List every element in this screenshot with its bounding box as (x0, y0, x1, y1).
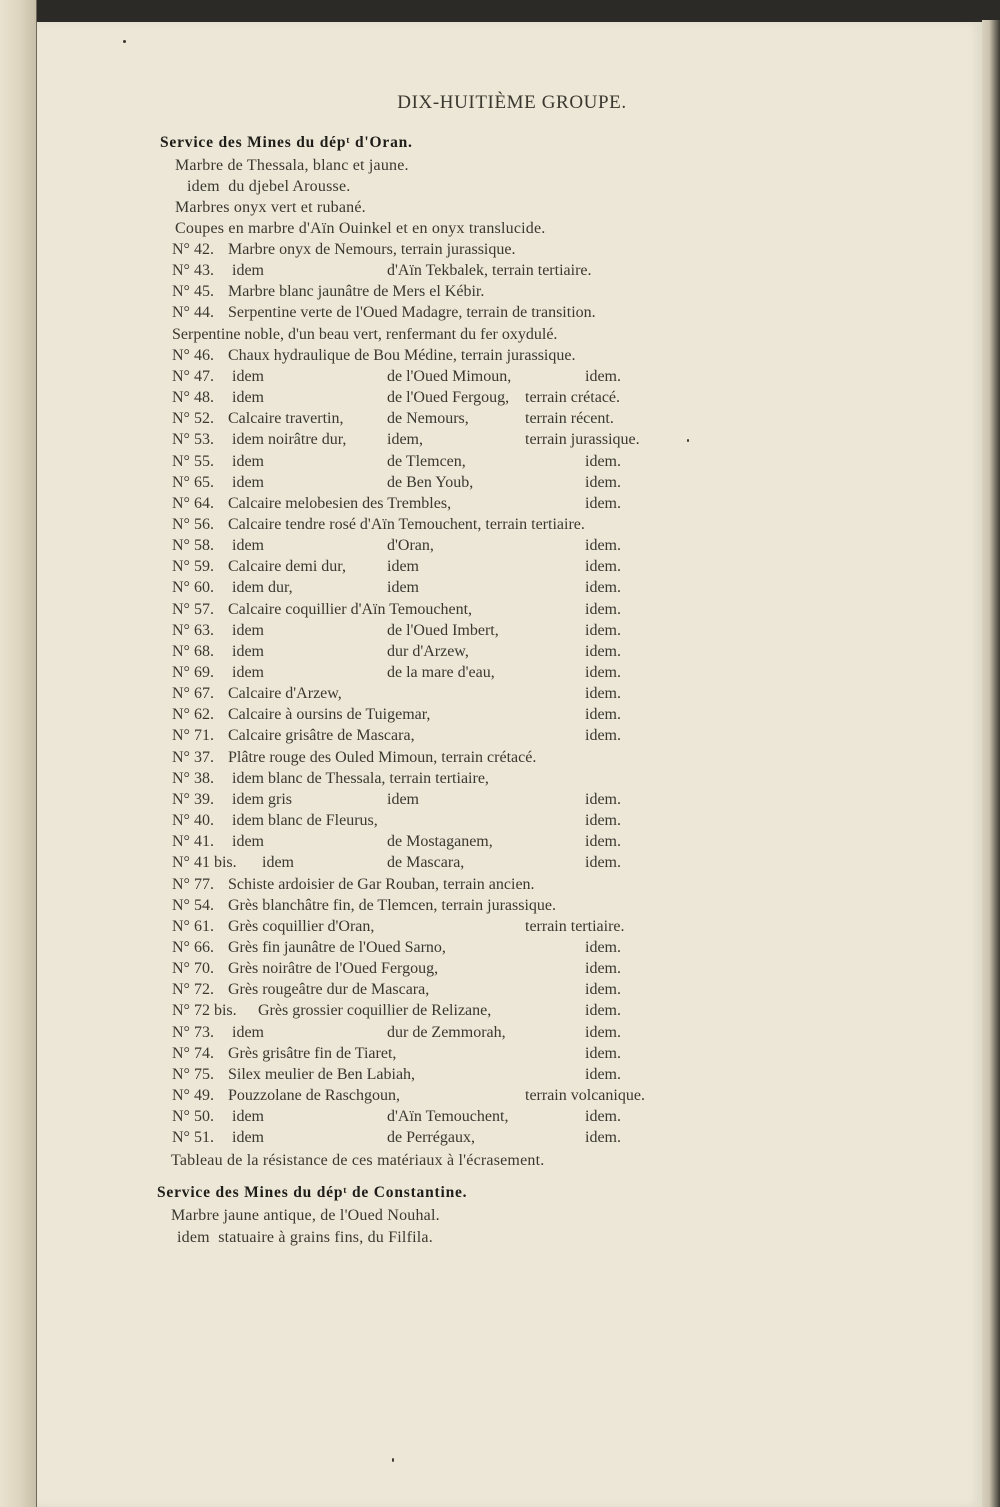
item-terrain: terrain crétacé. (525, 389, 621, 407)
item-description: idem blanc de Thessala, terrain tertiaire, (232, 769, 489, 787)
item-number: N° 49. (172, 1087, 214, 1104)
item-description: idem (232, 1023, 264, 1041)
item-terrain: idem. (585, 938, 621, 956)
item-description: idem (232, 1129, 264, 1147)
list-item (172, 897, 732, 918)
list-item (172, 431, 732, 452)
item-number: N° 41 bis. (172, 854, 237, 872)
list-item (172, 389, 732, 410)
item-terrain: idem. (585, 685, 621, 703)
list-item (172, 1024, 732, 1045)
item-number: N° 65. (172, 473, 214, 491)
item-locality: idem (387, 579, 419, 597)
item-number: N° 47. (172, 367, 214, 385)
item-terrain: terrain tertiaire. (525, 917, 625, 935)
list-item (172, 664, 732, 685)
item-locality: de Tlemcen, (387, 452, 466, 470)
item-terrain: idem. (585, 1023, 621, 1041)
item-locality: de Mascara, (387, 854, 465, 872)
item-description: idem (232, 664, 264, 681)
list-item (172, 643, 732, 664)
item-terrain: idem. (585, 473, 621, 491)
item-description: idem (232, 537, 264, 555)
item-number: N° 63. (172, 621, 214, 639)
intro-line: Marbre jaune antique, de l'Oued Nouhal. (171, 1207, 440, 1225)
list-item (172, 558, 732, 579)
list-item (172, 516, 732, 537)
item-number: N° 61. (172, 917, 214, 935)
item-locality: idem, (387, 431, 423, 449)
item-terrain: idem. (585, 494, 621, 512)
item-number: N° 74. (172, 1044, 214, 1062)
item-terrain: idem. (585, 579, 621, 597)
item-number: N° 69. (172, 664, 214, 681)
item-number: N° 41. (172, 833, 214, 851)
list-item (172, 1045, 732, 1066)
item-description: idem (232, 473, 264, 491)
item-description: Marbre onyx de Nemours, terrain jurassique. (228, 241, 516, 258)
list-item (172, 1087, 732, 1108)
item-description: Marbre blanc jaunâtre de Mers el Kébir. (228, 283, 485, 301)
item-description: Silex meulier de Ben Labiah, (228, 1065, 416, 1083)
list-item (172, 410, 732, 431)
item-description: idem (232, 621, 264, 639)
list-item (172, 812, 732, 833)
item-number: N° 46. (172, 346, 214, 364)
item-description: Calcaire travertin, (228, 410, 344, 428)
item-terrain: idem. (585, 706, 621, 724)
item-locality: idem (387, 790, 419, 808)
item-number: N° 71. (172, 727, 214, 745)
list-item (172, 833, 732, 854)
item-number: N° 60. (172, 579, 214, 597)
item-terrain: idem. (585, 558, 621, 576)
item-terrain: idem. (585, 452, 621, 470)
list-item (172, 304, 732, 325)
item-number: N° 68. (172, 642, 214, 660)
paper-speck (123, 40, 126, 43)
item-locality: de Perrégaux, (387, 1129, 475, 1147)
list-item (172, 453, 732, 474)
item-terrain: idem. (585, 981, 621, 999)
item-terrain: idem. (585, 642, 621, 660)
item-locality: dur de Zemmorah, (387, 1023, 506, 1041)
page-right-edge (982, 20, 1000, 1507)
list-item (172, 347, 732, 368)
item-description: Calcaire demi dur, (228, 558, 346, 576)
item-description: idem blanc de Fleurus, (232, 812, 378, 830)
list-item (172, 939, 732, 960)
item-description: Calcaire tendre rosé d'Aïn Temouchent, terrain tertiaire. (228, 515, 585, 533)
item-description: Grès noirâtre de l'Oued Fergoug, (228, 960, 439, 978)
item-terrain: idem. (585, 1108, 621, 1126)
list-item (172, 326, 732, 347)
item-description: Calcaire melobesien des Trembles, (228, 494, 452, 512)
item-description: Calcaire d'Arzew, (228, 685, 342, 703)
item-description: idem (262, 854, 294, 872)
list-item (172, 749, 732, 770)
item-terrain: idem. (585, 600, 621, 618)
closing-line: Tableau de la résistance de ces matériaux à l'écrasement. (171, 1152, 545, 1170)
item-number: N° 55. (172, 452, 214, 470)
list-item (172, 579, 732, 600)
item-terrain: terrain récent. (525, 410, 614, 428)
item-locality: idem (387, 558, 419, 576)
list-item (172, 981, 732, 1002)
item-description: idem (232, 389, 264, 407)
item-terrain: idem. (585, 727, 621, 745)
list-item (172, 960, 732, 981)
running-header: DIX-HUITIÈME GROUPE. (397, 92, 627, 113)
item-locality: de l'Oued Imbert, (387, 621, 499, 639)
item-number: N° 40. (172, 812, 214, 830)
list-item (172, 685, 732, 706)
section-title-oran: Service des Mines du dépᵗ d'Oran. (160, 134, 413, 151)
item-number: N° 73. (172, 1023, 214, 1041)
item-number: N° 59. (172, 558, 214, 576)
item-number: N° 50. (172, 1108, 214, 1126)
book-spine-edge (0, 0, 37, 1507)
item-description: Grès grisâtre fin de Tiaret, (228, 1044, 397, 1062)
intro-line: idem statuaire à grains fins, du Filfila. (177, 1229, 433, 1247)
item-number: N° 54. (172, 896, 214, 914)
item-number: N° 44. (172, 304, 214, 322)
section-title-constantine: Service des Mines du dépᵗ de Constantine. (157, 1184, 468, 1202)
item-description: Calcaire à oursins de Tuigemar, (228, 706, 431, 724)
item-description: idem (232, 833, 264, 851)
item-description: Plâtre rouge des Ouled Mimoun, terrain crétacé. (228, 748, 537, 766)
item-number: N° 67. (172, 685, 214, 703)
item-locality: d'Aïn Tekbalek, terrain tertiaire. (387, 262, 592, 280)
item-locality: de Ben Youb, (387, 473, 474, 491)
item-terrain: idem. (585, 537, 621, 555)
item-description: idem noirâtre dur, (232, 431, 347, 449)
item-locality: d'Aïn Temouchent, (387, 1108, 509, 1126)
item-number: N° 64. (172, 494, 214, 512)
item-number: N° 43. (172, 262, 214, 280)
item-description: idem gris (232, 790, 292, 808)
list-item (172, 1108, 732, 1129)
list-item (172, 706, 732, 727)
list-item (172, 474, 732, 495)
item-terrain: idem. (585, 1044, 621, 1062)
list-item (172, 1129, 732, 1150)
item-locality: de Nemours, (387, 410, 469, 428)
item-description: Schiste ardoisier de Gar Rouban, terrain ancien. (228, 875, 535, 893)
item-description: Grès grossier coquillier de Relizane, (258, 1002, 492, 1020)
item-number: N° 51. (172, 1129, 214, 1147)
list-item (172, 918, 732, 939)
list-item (172, 368, 732, 389)
item-terrain: idem. (585, 812, 621, 830)
list-item (172, 1066, 732, 1087)
list-item (172, 283, 732, 304)
item-terrain: idem. (585, 664, 621, 681)
item-terrain: idem. (585, 1065, 621, 1083)
item-description: Serpentine verte de l'Oued Madagre, terrain de transition. (228, 304, 596, 322)
item-locality: de la mare d'eau, (387, 664, 495, 681)
list-item (172, 1002, 732, 1023)
list-item (172, 727, 732, 748)
item-number: N° 75. (172, 1065, 214, 1083)
page-text-block (37, 22, 982, 1507)
item-description: Pouzzolane de Raschgoun, (228, 1087, 400, 1104)
item-description: Grès rougeâtre dur de Mascara, (228, 981, 430, 999)
item-terrain: terrain jurassique. (525, 431, 640, 449)
list-item (172, 241, 732, 262)
item-locality: de l'Oued Fergoug, (387, 389, 510, 407)
item-number: N° 56. (172, 515, 214, 533)
list-item (172, 622, 732, 643)
item-terrain: idem. (585, 790, 621, 808)
item-number: N° 42. (172, 241, 214, 258)
item-terrain: idem. (585, 960, 621, 978)
item-number: N° 72. (172, 981, 214, 999)
item-description: idem (232, 1108, 264, 1126)
item-number: N° 53. (172, 431, 214, 449)
item-number: N° 58. (172, 537, 214, 555)
list-item (172, 601, 732, 622)
item-description: idem (232, 452, 264, 470)
item-terrain: terrain volcanique. (525, 1087, 645, 1104)
item-terrain: idem. (585, 1129, 621, 1147)
intro-line: idem du djebel Arousse. (187, 178, 351, 195)
item-description: Grès fin jaunâtre de l'Oued Sarno, (228, 938, 446, 956)
item-locality: de l'Oued Mimoun, (387, 367, 512, 385)
item-description: Chaux hydraulique de Bou Médine, terrain jurassique. (228, 346, 576, 364)
intro-line: Marbres onyx vert et rubané. (175, 199, 366, 216)
item-terrain: idem. (585, 367, 621, 385)
item-description: idem (232, 367, 264, 385)
item-description: Grès coquillier d'Oran, (228, 917, 375, 935)
item-number: N° 45. (172, 283, 214, 301)
item-description: Calcaire coquillier d'Aïn Temouchent, (228, 600, 473, 618)
paper-speck (392, 1458, 394, 1462)
item-locality: dur d'Arzew, (387, 642, 469, 660)
item-number: N° 77. (172, 875, 214, 893)
item-description: Grès blanchâtre fin, de Tlemcen, terrain jurassique. (228, 896, 557, 914)
item-number: N° 72 bis. (172, 1002, 237, 1020)
list-item (172, 854, 732, 875)
list-item (172, 262, 732, 283)
item-description: Calcaire grisâtre de Mascara, (228, 727, 415, 745)
paper-speck (687, 439, 689, 442)
book-page (37, 22, 982, 1507)
item-number: N° 37. (172, 748, 214, 766)
item-description: idem (232, 262, 264, 280)
item-number: N° 48. (172, 389, 214, 407)
item-number: N° 39. (172, 790, 214, 808)
item-locality: de Mostaganem, (387, 833, 493, 851)
list-item (172, 495, 732, 516)
item-terrain: idem. (585, 621, 621, 639)
item-terrain: idem. (585, 1002, 621, 1020)
list-item (172, 770, 732, 791)
item-terrain: idem. (585, 833, 621, 851)
list-item (172, 876, 732, 897)
list-item (172, 791, 732, 812)
item-terrain: idem. (585, 854, 621, 872)
item-number: N° 38. (172, 769, 214, 787)
item-number: N° 62. (172, 706, 214, 724)
item-description: Serpentine noble, d'un beau vert, renfermant du fer oxydulé. (172, 325, 558, 343)
item-number: N° 70. (172, 960, 214, 978)
item-locality: d'Oran, (387, 537, 434, 555)
intro-line: Marbre de Thessala, blanc et jaune. (175, 157, 409, 174)
list-item (172, 537, 732, 558)
intro-line: Coupes en marbre d'Aïn Ouinkel et en onyx translucide. (175, 220, 546, 237)
item-number: N° 66. (172, 938, 214, 956)
item-number: N° 52. (172, 410, 214, 428)
item-number: N° 57. (172, 600, 214, 618)
item-description: idem dur, (232, 579, 293, 597)
item-description: idem (232, 642, 264, 660)
